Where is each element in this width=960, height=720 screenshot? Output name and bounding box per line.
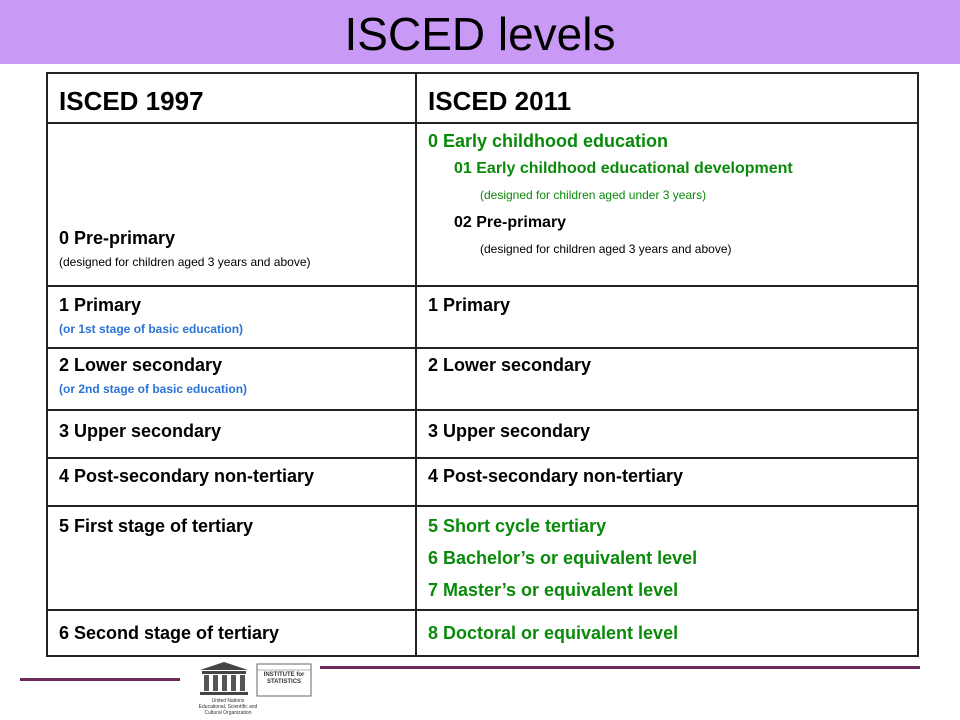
table-row (47, 286, 918, 348)
sublevel-label: 01 Early childhood educational development (454, 160, 793, 177)
level-label: 2 Lower secondary (428, 355, 592, 375)
table-row (47, 123, 918, 286)
level-label: 6 Second stage of tertiary (59, 623, 280, 643)
level-label: 1 Primary (428, 295, 511, 315)
unesco-caption: United Nations Educational, Scientific and Cultural Organization (198, 698, 258, 716)
isced-comparison-table (46, 72, 919, 657)
level-label: 5 Short cycle tertiary (428, 516, 607, 536)
header-isced-1997: ISCED 1997 (47, 73, 416, 123)
sublevel-note: (designed for children aged under 3 years) (480, 188, 707, 202)
cell-1997-level-2 (47, 348, 416, 410)
footer-divider-right (320, 666, 920, 669)
level-note: (designed for children aged 3 years and above) (59, 255, 311, 269)
level-label: 6 Bachelor’s or equivalent level (428, 548, 698, 568)
cell-2011-level-2 (416, 348, 918, 410)
header-isced-2011: ISCED 2011 (416, 73, 918, 123)
cell-1997-level-6 (47, 610, 416, 656)
cell-2011-level-0 (416, 123, 918, 286)
level-label: 2 Lower secondary (59, 355, 223, 375)
level-label: 1 Primary (59, 295, 142, 315)
level-label: 4 Post-secondary non-tertiary (59, 466, 315, 486)
level-label: 4 Post-secondary non-tertiary (428, 466, 684, 486)
cell-2011-level-1 (416, 286, 918, 348)
cell-1997-level-1 (47, 286, 416, 348)
level-label: 0 Early childhood education (428, 131, 669, 151)
table-header-row (47, 73, 918, 123)
table-row (47, 410, 918, 458)
level-label: 8 Doctoral or equivalent level (428, 623, 679, 643)
table-row (47, 506, 918, 610)
level-label: 3 Upper secondary (59, 421, 222, 441)
cell-1997-level-0 (47, 123, 416, 286)
level-note: (or 2nd stage of basic education) (59, 382, 248, 396)
level-label: 5 First stage of tertiary (59, 516, 254, 536)
cell-1997-level-4 (47, 458, 416, 506)
level-note: (or 1st stage of basic education) (59, 322, 244, 336)
uis-caption: INSTITUTE for STATISTICS (263, 672, 305, 685)
page-title: ISCED levels (344, 8, 616, 60)
sublevel-note: (designed for children aged 3 years and above) (480, 242, 732, 256)
cell-2011-level-3 (416, 410, 918, 458)
footer-divider-left (20, 678, 180, 681)
level-label: 3 Upper secondary (428, 421, 591, 441)
cell-1997-level-5 (47, 506, 416, 610)
table-row (47, 458, 918, 506)
table-row (47, 610, 918, 656)
level-label: 0 Pre-primary (59, 228, 176, 248)
cell-2011-levels-5-7 (416, 506, 918, 610)
cell-1997-level-3 (47, 410, 416, 458)
unesco-logo-icon (196, 660, 252, 703)
level-label: 7 Master’s or equivalent level (428, 580, 679, 600)
cell-2011-level-4 (416, 458, 918, 506)
sublevel-label: 02 Pre-primary (454, 214, 567, 231)
cell-2011-level-8 (416, 610, 918, 656)
table-row (47, 348, 918, 410)
